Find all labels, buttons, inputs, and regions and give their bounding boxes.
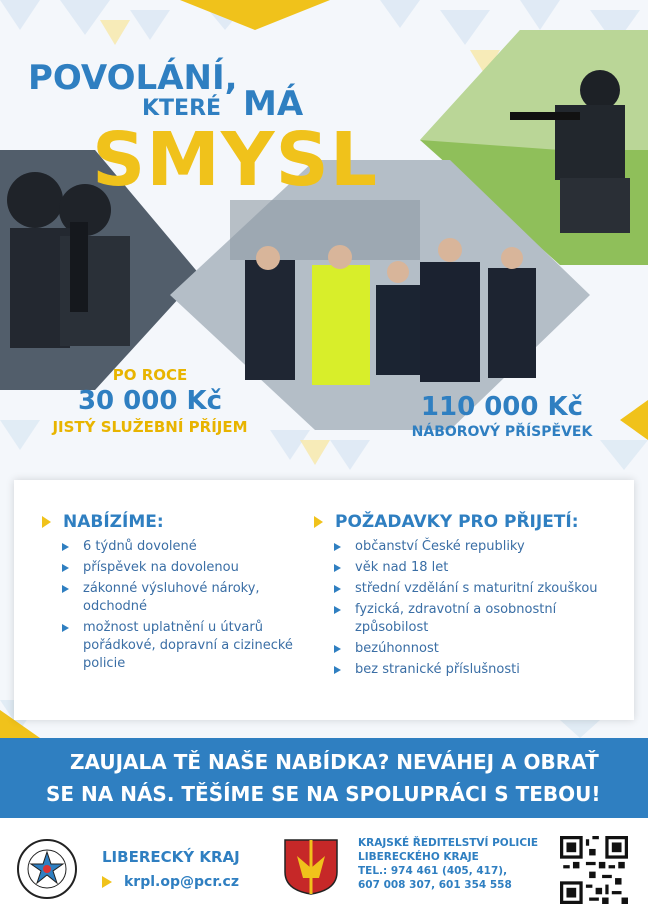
bullet-icon [62, 585, 69, 593]
list-item-text: příspěvek na dovolenou [83, 560, 239, 575]
bullet-icon [62, 624, 69, 632]
cta-line-1: ZAUJALA TĚ NAŠE NABÍDKA? NEVÁHEJ A OBRAŤ [70, 750, 599, 774]
headline-smysl: SMYSL [92, 117, 378, 203]
region-name: LIBERECKÝ KRAJ [102, 848, 240, 866]
cta-line-2: SE NA NÁS. TĚŠÍME SE NA SPOLUPRÁCI S TEBOU! [46, 782, 601, 806]
list-item [334, 559, 624, 577]
bullet-icon [334, 543, 341, 551]
bullet-icon [334, 585, 341, 593]
requirements-list [314, 538, 624, 679]
list-item [62, 538, 312, 556]
list-item-text: fyzická, zdravotní a osobnostní způsobilost [355, 602, 557, 635]
triangle-bullet-icon [102, 876, 112, 888]
recruitment-bonus-label: NÁBOROVÝ PŘÍSPĚVEK [411, 424, 593, 440]
list-item-text: bezúhonnost [355, 641, 439, 656]
list-item-text: bez stranické příslušnosti [355, 662, 520, 677]
bullet-icon [62, 543, 69, 551]
list-item [334, 580, 624, 598]
info-card [14, 480, 634, 720]
headline-ma: MÁ [243, 84, 304, 124]
bullet-icon [334, 666, 341, 674]
salary-base-amount: 30 000 Kč [77, 386, 223, 416]
office-line-2: LIBERECKÉHO KRAJE [358, 851, 479, 863]
list-item-text: věk nad 18 let [355, 560, 449, 575]
requirements-title [314, 512, 624, 532]
email-row [102, 874, 239, 890]
recruitment-bonus-amount: 110 000 Kč [420, 392, 584, 422]
list-item-text: 6 týdnů dovolené [83, 539, 197, 554]
salary-base-label: JISTÝ SLUŽEBNÍ PŘÍJEM [52, 418, 248, 436]
list-item [62, 559, 312, 577]
list-item-text: občanství České republiky [355, 539, 525, 554]
list-item-text: střední vzdělání s maturitní zkouškou [355, 581, 598, 596]
bullet-icon [334, 645, 341, 653]
regional-crest-icon [283, 838, 339, 896]
list-item-text: zákonné výsluhové nároky, odchodné [83, 581, 260, 614]
police-star-emblem-icon [16, 838, 78, 900]
offer-title [42, 512, 312, 532]
list-item [62, 619, 312, 673]
list-item [334, 640, 624, 658]
salary-base-intro: PO ROCE [112, 366, 188, 384]
requirements-section [314, 512, 624, 682]
bullet-icon [334, 606, 341, 614]
headline-ktere: KTERÉ [142, 96, 222, 121]
offer-title-text: NABÍZÍME: [63, 512, 164, 532]
list-item [334, 601, 624, 637]
office-line-1: KRAJSKÉ ŘEDITELSTVÍ POLICIE [358, 837, 539, 849]
list-item [334, 538, 624, 556]
list-item-text: možnost uplatnění u útvarů pořádkové, dopravní a cizinecké policie [83, 620, 293, 671]
recruitment-bonus-block [392, 390, 612, 440]
list-item [334, 661, 624, 679]
footer [0, 818, 648, 920]
office-contact [358, 836, 558, 892]
office-line-3: TEL.: 974 461 (405, 417), [358, 865, 508, 877]
call-to-action-banner [0, 738, 648, 818]
bullet-icon [62, 564, 69, 572]
qr-code-icon[interactable] [560, 836, 628, 904]
requirements-title-text: POŽADAVKY PRO PŘIJETÍ: [335, 512, 579, 532]
triangle-bullet-icon [42, 516, 51, 528]
triangle-bullet-icon [314, 516, 323, 528]
headline-povolani: POVOLÁNÍ, [28, 58, 238, 98]
salary-base-block [40, 366, 260, 436]
bullet-icon [334, 564, 341, 572]
contact-email-link[interactable]: krpl.op@pcr.cz [124, 874, 239, 890]
offer-section [42, 512, 312, 676]
list-item [62, 580, 312, 616]
offer-list [42, 538, 312, 673]
office-line-4: 607 008 307, 601 354 558 [358, 879, 512, 891]
